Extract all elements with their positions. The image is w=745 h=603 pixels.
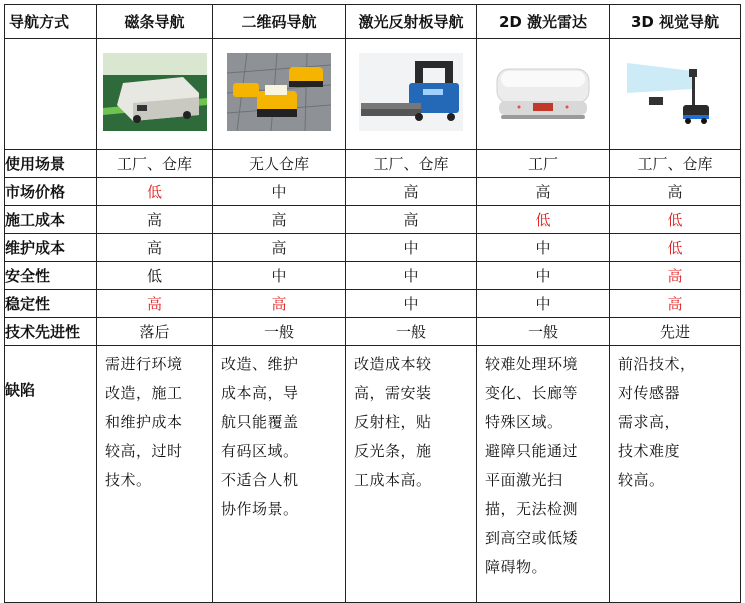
row-label: 技术先进性 — [5, 318, 97, 346]
table-row — [5, 234, 741, 262]
defects-cell — [97, 346, 213, 603]
defects-line: 协作场景。 — [221, 500, 299, 518]
image-cell — [97, 39, 213, 150]
image-cell — [213, 39, 346, 150]
table-cell: 低 — [477, 206, 610, 234]
defects-line: 平面激光扫 — [485, 471, 563, 489]
defects-line: 改造、维护 — [221, 355, 299, 373]
defects-line: 反光条，施 — [354, 442, 432, 460]
image-cell — [610, 39, 741, 150]
header-qrcode: 二维码导航 — [213, 5, 346, 39]
table-cell: 中 — [346, 262, 477, 290]
table-cell: 高 — [610, 262, 741, 290]
defects-text — [477, 346, 609, 582]
table-cell: 中 — [477, 234, 610, 262]
image-row — [5, 39, 741, 150]
defects-line: 避障只能通过 — [485, 442, 579, 460]
table-cell: 中 — [346, 290, 477, 318]
table-cell: 工厂 — [477, 150, 610, 178]
defects-text — [97, 346, 212, 495]
defects-label: 缺陷 — [5, 346, 97, 603]
defects-cell — [346, 346, 477, 603]
image-cell — [346, 39, 477, 150]
table-cell: 低 — [97, 262, 213, 290]
defects-line: 需进行环境 — [105, 355, 183, 373]
table-row — [5, 150, 741, 178]
lidar-2d-sensor-photo — [491, 53, 595, 131]
header-lidar: 2D 激光雷达 — [477, 5, 610, 39]
header-corner: 导航方式 — [5, 5, 97, 39]
table-cell: 低 — [610, 206, 741, 234]
defects-line: 描，无法检测 — [485, 500, 579, 518]
defects-text — [213, 346, 345, 524]
header-magnetic: 磁条导航 — [97, 5, 213, 39]
row-label: 市场价格 — [5, 178, 97, 206]
image-row-label — [5, 39, 97, 150]
defects-line: 对传感器 — [618, 384, 681, 402]
table-cell: 高 — [97, 206, 213, 234]
defects-line: 高，需安装 — [354, 384, 432, 402]
defects-line: 航只能覆盖 — [221, 413, 299, 431]
row-label: 使用场景 — [5, 150, 97, 178]
defects-line: 到高空或低矮 — [485, 529, 579, 547]
defects-line: 较高。 — [618, 471, 665, 489]
row-label: 稳定性 — [5, 290, 97, 318]
table-cell: 工厂、仓库 — [346, 150, 477, 178]
defects-line: 工成本高。 — [354, 471, 432, 489]
defects-line: 和维护成本 — [105, 413, 183, 431]
defects-line: 较高，过时 — [105, 442, 183, 460]
defects-line: 障碍物。 — [485, 558, 548, 576]
defects-row — [5, 346, 741, 603]
defects-line: 成本高，导 — [221, 384, 299, 402]
defects-line: 反射柱，贴 — [354, 413, 432, 431]
table-cell: 中 — [346, 234, 477, 262]
agv-laser-reflector-photo — [359, 53, 463, 131]
defects-line: 变化、长廊等 — [485, 384, 579, 402]
header-reflector: 激光反射板导航 — [346, 5, 477, 39]
table-row — [5, 290, 741, 318]
table-cell: 一般 — [213, 318, 346, 346]
table-cell: 高 — [97, 234, 213, 262]
table-cell: 高 — [346, 178, 477, 206]
table-cell: 一般 — [477, 318, 610, 346]
header-vision: 3D 视觉导航 — [610, 5, 741, 39]
vision-3d-robot-photo — [623, 53, 727, 131]
table-cell: 高 — [213, 206, 346, 234]
defects-line: 较难处理环境 — [485, 355, 579, 373]
table-cell: 落后 — [97, 318, 213, 346]
table-cell: 低 — [97, 178, 213, 206]
defects-line: 技术。 — [105, 471, 152, 489]
table-cell: 工厂、仓库 — [97, 150, 213, 178]
table-cell: 高 — [610, 178, 741, 206]
image-cell — [477, 39, 610, 150]
agv-qr-code-photo — [227, 53, 331, 131]
table-row — [5, 178, 741, 206]
defects-line: 有码区域。 — [221, 442, 299, 460]
row-label: 施工成本 — [5, 206, 97, 234]
table-cell: 中 — [477, 262, 610, 290]
table-row — [5, 206, 741, 234]
defects-line: 改造，施工 — [105, 384, 183, 402]
defects-line: 需求高， — [618, 413, 681, 431]
table-cell: 无人仓库 — [213, 150, 346, 178]
defects-line: 前沿技术， — [618, 355, 696, 373]
table-cell: 低 — [610, 234, 741, 262]
table-cell: 高 — [97, 290, 213, 318]
defects-line: 特殊区域。 — [485, 413, 563, 431]
defects-line: 不适合人机 — [221, 471, 299, 489]
table-cell: 高 — [477, 178, 610, 206]
table-cell: 高 — [610, 290, 741, 318]
defects-line: 改造成本较 — [354, 355, 432, 373]
defects-cell — [610, 346, 741, 603]
defects-text — [346, 346, 476, 495]
defects-line: 技术难度 — [618, 442, 681, 460]
table-cell: 中 — [477, 290, 610, 318]
table-cell: 中 — [213, 178, 346, 206]
defects-text — [610, 346, 740, 495]
table-row — [5, 318, 741, 346]
table-cell: 高 — [346, 206, 477, 234]
row-label: 安全性 — [5, 262, 97, 290]
defects-cell — [213, 346, 346, 603]
table-cell: 先进 — [610, 318, 741, 346]
header-row — [5, 5, 741, 39]
table-row — [5, 262, 741, 290]
table-cell: 高 — [213, 290, 346, 318]
table-cell: 工厂、仓库 — [610, 150, 741, 178]
row-label: 维护成本 — [5, 234, 97, 262]
table-cell: 高 — [213, 234, 346, 262]
table-cell: 中 — [213, 262, 346, 290]
comparison-table — [4, 4, 741, 603]
agv-magnetic-stripe-photo — [103, 53, 207, 131]
defects-cell — [477, 346, 610, 603]
table-cell: 一般 — [346, 318, 477, 346]
